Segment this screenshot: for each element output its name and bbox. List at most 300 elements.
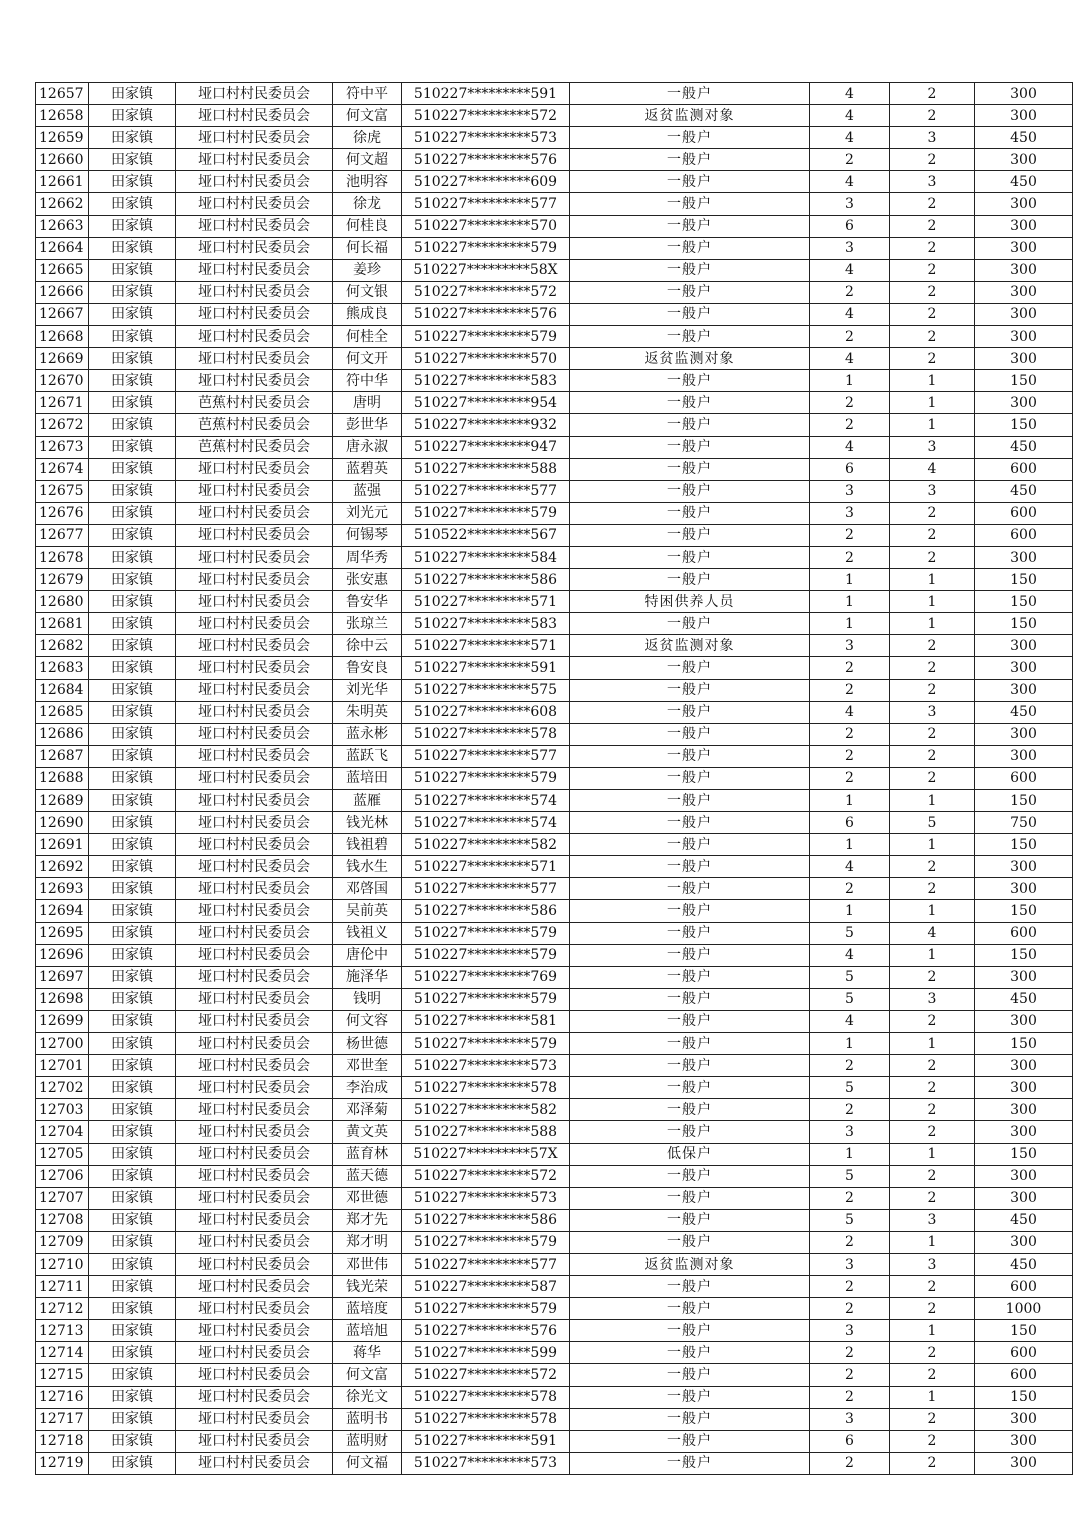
id-number-cell: 510227*********578 xyxy=(402,1408,570,1430)
id-number-cell: 510227*********573 xyxy=(402,1452,570,1474)
family-size-cell: 6 xyxy=(810,1430,890,1452)
family-size-cell: 1 xyxy=(810,613,890,635)
serial-cell: 12664 xyxy=(36,237,89,259)
count-cell: 1 xyxy=(890,392,975,414)
count-cell: 2 xyxy=(890,1408,975,1430)
amount-cell: 600 xyxy=(975,922,1073,944)
town-cell: 田家镇 xyxy=(89,1209,176,1231)
table-row xyxy=(36,701,1073,723)
count-cell: 1 xyxy=(890,790,975,812)
amount-cell: 150 xyxy=(975,370,1073,392)
village-committee-cell: 垭口村村民委员会 xyxy=(176,215,333,237)
serial-cell: 12690 xyxy=(36,812,89,834)
family-size-cell: 1 xyxy=(810,1033,890,1055)
family-size-cell: 2 xyxy=(810,657,890,679)
amount-cell: 150 xyxy=(975,1386,1073,1408)
village-committee-cell: 垭口村村民委员会 xyxy=(176,1099,333,1121)
serial-cell: 12719 xyxy=(36,1452,89,1474)
family-size-cell: 4 xyxy=(810,171,890,193)
village-committee-cell: 垭口村村民委员会 xyxy=(176,988,333,1010)
name-cell: 何长福 xyxy=(333,237,402,259)
count-cell: 3 xyxy=(890,1253,975,1275)
id-number-cell: 510227*********583 xyxy=(402,613,570,635)
town-cell: 田家镇 xyxy=(89,679,176,701)
id-number-cell: 510227*********579 xyxy=(402,1033,570,1055)
table-row xyxy=(36,259,1073,281)
town-cell: 田家镇 xyxy=(89,215,176,237)
amount-cell: 300 xyxy=(975,1165,1073,1187)
table-row xyxy=(36,900,1073,922)
serial-cell: 12701 xyxy=(36,1055,89,1077)
town-cell: 田家镇 xyxy=(89,237,176,259)
name-cell: 熊成良 xyxy=(333,303,402,325)
household-type-cell: 一般户 xyxy=(570,171,810,193)
serial-cell: 12667 xyxy=(36,303,89,325)
family-size-cell: 3 xyxy=(810,1121,890,1143)
count-cell: 2 xyxy=(890,1298,975,1320)
village-committee-cell: 垭口村村民委员会 xyxy=(176,259,333,281)
serial-cell: 12666 xyxy=(36,281,89,303)
table-row xyxy=(36,1408,1073,1430)
count-cell: 1 xyxy=(890,613,975,635)
name-cell: 李治成 xyxy=(333,1077,402,1099)
amount-cell: 300 xyxy=(975,723,1073,745)
id-number-cell: 510227*********579 xyxy=(402,502,570,524)
town-cell: 田家镇 xyxy=(89,127,176,149)
amount-cell: 300 xyxy=(975,303,1073,325)
village-committee-cell: 垭口村村民委员会 xyxy=(176,745,333,767)
count-cell: 2 xyxy=(890,679,975,701)
town-cell: 田家镇 xyxy=(89,1143,176,1165)
amount-cell: 300 xyxy=(975,215,1073,237)
village-committee-cell: 垭口村村民委员会 xyxy=(176,635,333,657)
amount-cell: 300 xyxy=(975,1231,1073,1253)
household-type-cell: 一般户 xyxy=(570,878,810,900)
name-cell: 吴前英 xyxy=(333,900,402,922)
count-cell: 5 xyxy=(890,812,975,834)
name-cell: 钱祖义 xyxy=(333,922,402,944)
amount-cell: 1000 xyxy=(975,1298,1073,1320)
serial-cell: 12700 xyxy=(36,1033,89,1055)
family-size-cell: 2 xyxy=(810,149,890,171)
town-cell: 田家镇 xyxy=(89,1033,176,1055)
id-number-cell: 510227*********588 xyxy=(402,458,570,480)
town-cell: 田家镇 xyxy=(89,922,176,944)
household-type-cell: 一般户 xyxy=(570,723,810,745)
family-size-cell: 2 xyxy=(810,679,890,701)
family-size-cell: 2 xyxy=(810,1099,890,1121)
table-row xyxy=(36,502,1073,524)
family-size-cell: 4 xyxy=(810,303,890,325)
count-cell: 2 xyxy=(890,1364,975,1386)
household-type-cell: 返贫监测对象 xyxy=(570,1253,810,1275)
count-cell: 1 xyxy=(890,1143,975,1165)
id-number-cell: 510227*********574 xyxy=(402,812,570,834)
count-cell: 2 xyxy=(890,1276,975,1298)
table-row xyxy=(36,657,1073,679)
table-row xyxy=(36,171,1073,193)
village-committee-cell: 垭口村村民委员会 xyxy=(176,1121,333,1143)
family-size-cell: 1 xyxy=(810,569,890,591)
table-row xyxy=(36,1452,1073,1474)
household-type-cell: 一般户 xyxy=(570,524,810,546)
count-cell: 2 xyxy=(890,1099,975,1121)
serial-cell: 12713 xyxy=(36,1320,89,1342)
town-cell: 田家镇 xyxy=(89,900,176,922)
village-committee-cell: 垭口村村民委员会 xyxy=(176,127,333,149)
family-size-cell: 4 xyxy=(810,105,890,127)
name-cell: 徐光文 xyxy=(333,1386,402,1408)
id-number-cell: 510227*********581 xyxy=(402,1010,570,1032)
serial-cell: 12703 xyxy=(36,1099,89,1121)
amount-cell: 300 xyxy=(975,1408,1073,1430)
table-row xyxy=(36,1320,1073,1342)
amount-cell: 600 xyxy=(975,1364,1073,1386)
town-cell: 田家镇 xyxy=(89,1298,176,1320)
serial-cell: 12669 xyxy=(36,348,89,370)
family-size-cell: 1 xyxy=(810,591,890,613)
serial-cell: 12688 xyxy=(36,767,89,789)
count-cell: 2 xyxy=(890,1077,975,1099)
count-cell: 2 xyxy=(890,237,975,259)
household-type-cell: 一般户 xyxy=(570,480,810,502)
amount-cell: 150 xyxy=(975,944,1073,966)
village-committee-cell: 垭口村村民委员会 xyxy=(176,1253,333,1275)
village-committee-cell: 垭口村村民委员会 xyxy=(176,701,333,723)
household-type-cell: 一般户 xyxy=(570,1452,810,1474)
household-type-cell: 一般户 xyxy=(570,1408,810,1430)
serial-cell: 12696 xyxy=(36,944,89,966)
id-number-cell: 510227*********570 xyxy=(402,348,570,370)
town-cell: 田家镇 xyxy=(89,657,176,679)
id-number-cell: 510227*********574 xyxy=(402,790,570,812)
town-cell: 田家镇 xyxy=(89,701,176,723)
town-cell: 田家镇 xyxy=(89,988,176,1010)
serial-cell: 12705 xyxy=(36,1143,89,1165)
household-type-cell: 一般户 xyxy=(570,1320,810,1342)
id-number-cell: 510227*********58X xyxy=(402,259,570,281)
name-cell: 蓝明财 xyxy=(333,1430,402,1452)
serial-cell: 12685 xyxy=(36,701,89,723)
amount-cell: 450 xyxy=(975,1253,1073,1275)
count-cell: 2 xyxy=(890,1055,975,1077)
serial-cell: 12675 xyxy=(36,480,89,502)
village-committee-cell: 垭口村村民委员会 xyxy=(176,1320,333,1342)
family-size-cell: 2 xyxy=(810,281,890,303)
table-row xyxy=(36,348,1073,370)
table-row xyxy=(36,922,1073,944)
town-cell: 田家镇 xyxy=(89,790,176,812)
town-cell: 田家镇 xyxy=(89,944,176,966)
count-cell: 2 xyxy=(890,303,975,325)
household-type-cell: 一般户 xyxy=(570,414,810,436)
serial-cell: 12686 xyxy=(36,723,89,745)
family-size-cell: 3 xyxy=(810,1253,890,1275)
village-committee-cell: 垭口村村民委员会 xyxy=(176,1143,333,1165)
town-cell: 田家镇 xyxy=(89,546,176,568)
amount-cell: 750 xyxy=(975,812,1073,834)
id-number-cell: 510227*********577 xyxy=(402,1253,570,1275)
table-body xyxy=(36,83,1073,1475)
table-row xyxy=(36,303,1073,325)
name-cell: 池明容 xyxy=(333,171,402,193)
amount-cell: 300 xyxy=(975,259,1073,281)
table-row xyxy=(36,1055,1073,1077)
family-size-cell: 2 xyxy=(810,878,890,900)
village-committee-cell: 垭口村村民委员会 xyxy=(176,83,333,105)
id-number-cell: 510227*********588 xyxy=(402,1121,570,1143)
id-number-cell: 510227*********587 xyxy=(402,1276,570,1298)
serial-cell: 12715 xyxy=(36,1364,89,1386)
table-row xyxy=(36,812,1073,834)
count-cell: 2 xyxy=(890,1430,975,1452)
family-size-cell: 2 xyxy=(810,1231,890,1253)
household-type-cell: 一般户 xyxy=(570,215,810,237)
serial-cell: 12663 xyxy=(36,215,89,237)
id-number-cell: 510227*********579 xyxy=(402,326,570,348)
village-committee-cell: 垭口村村民委员会 xyxy=(176,326,333,348)
count-cell: 2 xyxy=(890,745,975,767)
count-cell: 2 xyxy=(890,856,975,878)
id-number-cell: 510227*********573 xyxy=(402,1055,570,1077)
household-type-cell: 一般户 xyxy=(570,966,810,988)
id-number-cell: 510227*********769 xyxy=(402,966,570,988)
serial-cell: 12670 xyxy=(36,370,89,392)
id-number-cell: 510227*********591 xyxy=(402,83,570,105)
serial-cell: 12658 xyxy=(36,105,89,127)
amount-cell: 300 xyxy=(975,635,1073,657)
household-type-cell: 一般户 xyxy=(570,237,810,259)
table-row xyxy=(36,1099,1073,1121)
village-committee-cell: 垭口村村民委员会 xyxy=(176,370,333,392)
serial-cell: 12706 xyxy=(36,1165,89,1187)
id-number-cell: 510227*********947 xyxy=(402,436,570,458)
count-cell: 2 xyxy=(890,657,975,679)
town-cell: 田家镇 xyxy=(89,480,176,502)
name-cell: 蓝培旭 xyxy=(333,1320,402,1342)
town-cell: 田家镇 xyxy=(89,524,176,546)
table-row xyxy=(36,790,1073,812)
village-committee-cell: 垭口村村民委员会 xyxy=(176,1386,333,1408)
table-row xyxy=(36,944,1073,966)
amount-cell: 300 xyxy=(975,83,1073,105)
name-cell: 徐龙 xyxy=(333,193,402,215)
town-cell: 田家镇 xyxy=(89,502,176,524)
table-row xyxy=(36,1276,1073,1298)
household-type-cell: 一般户 xyxy=(570,83,810,105)
id-number-cell: 510227*********609 xyxy=(402,171,570,193)
town-cell: 田家镇 xyxy=(89,83,176,105)
name-cell: 唐永淑 xyxy=(333,436,402,458)
count-cell: 2 xyxy=(890,149,975,171)
count-cell: 1 xyxy=(890,1033,975,1055)
serial-cell: 12684 xyxy=(36,679,89,701)
town-cell: 田家镇 xyxy=(89,392,176,414)
count-cell: 4 xyxy=(890,458,975,480)
table-row xyxy=(36,745,1073,767)
household-type-cell: 一般户 xyxy=(570,988,810,1010)
village-committee-cell: 垭口村村民委员会 xyxy=(176,591,333,613)
id-number-cell: 510227*********591 xyxy=(402,657,570,679)
name-cell: 张安惠 xyxy=(333,569,402,591)
id-number-cell: 510227*********577 xyxy=(402,745,570,767)
name-cell: 蓝育林 xyxy=(333,1143,402,1165)
household-type-cell: 一般户 xyxy=(570,326,810,348)
village-committee-cell: 垭口村村民委员会 xyxy=(176,1077,333,1099)
count-cell: 2 xyxy=(890,1452,975,1474)
count-cell: 4 xyxy=(890,922,975,944)
family-size-cell: 2 xyxy=(810,1276,890,1298)
count-cell: 1 xyxy=(890,900,975,922)
serial-cell: 12707 xyxy=(36,1187,89,1209)
village-committee-cell: 垭口村村民委员会 xyxy=(176,502,333,524)
village-committee-cell: 垭口村村民委员会 xyxy=(176,1033,333,1055)
household-type-cell: 一般户 xyxy=(570,1209,810,1231)
id-number-cell: 510227*********584 xyxy=(402,546,570,568)
household-type-cell: 一般户 xyxy=(570,900,810,922)
count-cell: 2 xyxy=(890,1187,975,1209)
household-type-cell: 返贫监测对象 xyxy=(570,105,810,127)
town-cell: 田家镇 xyxy=(89,105,176,127)
household-type-cell: 一般户 xyxy=(570,1055,810,1077)
town-cell: 田家镇 xyxy=(89,591,176,613)
count-cell: 3 xyxy=(890,701,975,723)
serial-cell: 12672 xyxy=(36,414,89,436)
name-cell: 何桂全 xyxy=(333,326,402,348)
town-cell: 田家镇 xyxy=(89,613,176,635)
amount-cell: 300 xyxy=(975,1452,1073,1474)
town-cell: 田家镇 xyxy=(89,281,176,303)
amount-cell: 150 xyxy=(975,414,1073,436)
id-number-cell: 510227*********579 xyxy=(402,1231,570,1253)
family-size-cell: 6 xyxy=(810,812,890,834)
name-cell: 姜珍 xyxy=(333,259,402,281)
household-table xyxy=(35,82,1073,1475)
amount-cell: 150 xyxy=(975,613,1073,635)
id-number-cell: 510227*********576 xyxy=(402,303,570,325)
table-row xyxy=(36,392,1073,414)
name-cell: 邓世德 xyxy=(333,1187,402,1209)
count-cell: 1 xyxy=(890,1231,975,1253)
count-cell: 2 xyxy=(890,502,975,524)
amount-cell: 300 xyxy=(975,149,1073,171)
id-number-cell: 510227*********578 xyxy=(402,1077,570,1099)
serial-cell: 12702 xyxy=(36,1077,89,1099)
table-row xyxy=(36,1386,1073,1408)
name-cell: 何文福 xyxy=(333,1452,402,1474)
id-number-cell: 510227*********571 xyxy=(402,856,570,878)
table-row xyxy=(36,281,1073,303)
household-type-cell: 一般户 xyxy=(570,546,810,568)
id-number-cell: 510227*********586 xyxy=(402,1209,570,1231)
name-cell: 彭世华 xyxy=(333,414,402,436)
village-committee-cell: 垭口村村民委员会 xyxy=(176,281,333,303)
table-row xyxy=(36,1298,1073,1320)
name-cell: 蓝永彬 xyxy=(333,723,402,745)
count-cell: 3 xyxy=(890,988,975,1010)
count-cell: 2 xyxy=(890,966,975,988)
household-type-cell: 特困供养人员 xyxy=(570,591,810,613)
amount-cell: 450 xyxy=(975,436,1073,458)
table-row xyxy=(36,1077,1073,1099)
town-cell: 田家镇 xyxy=(89,303,176,325)
table-row xyxy=(36,149,1073,171)
family-size-cell: 5 xyxy=(810,1165,890,1187)
count-cell: 2 xyxy=(890,723,975,745)
count-cell: 3 xyxy=(890,171,975,193)
family-size-cell: 5 xyxy=(810,966,890,988)
count-cell: 2 xyxy=(890,1010,975,1032)
id-number-cell: 510227*********576 xyxy=(402,1320,570,1342)
village-committee-cell: 垭口村村民委员会 xyxy=(176,723,333,745)
family-size-cell: 1 xyxy=(810,790,890,812)
amount-cell: 300 xyxy=(975,966,1073,988)
name-cell: 施泽华 xyxy=(333,966,402,988)
family-size-cell: 2 xyxy=(810,1364,890,1386)
amount-cell: 300 xyxy=(975,1430,1073,1452)
serial-cell: 12698 xyxy=(36,988,89,1010)
id-number-cell: 510227*********579 xyxy=(402,944,570,966)
town-cell: 田家镇 xyxy=(89,436,176,458)
table-row xyxy=(36,436,1073,458)
town-cell: 田家镇 xyxy=(89,149,176,171)
name-cell: 鲁安良 xyxy=(333,657,402,679)
amount-cell: 300 xyxy=(975,392,1073,414)
name-cell: 郑才先 xyxy=(333,1209,402,1231)
family-size-cell: 2 xyxy=(810,1342,890,1364)
id-number-cell: 510227*********576 xyxy=(402,149,570,171)
household-type-cell: 一般户 xyxy=(570,1386,810,1408)
family-size-cell: 1 xyxy=(810,834,890,856)
count-cell: 2 xyxy=(890,546,975,568)
table-row xyxy=(36,878,1073,900)
village-committee-cell: 垭口村村民委员会 xyxy=(176,171,333,193)
serial-cell: 12679 xyxy=(36,569,89,591)
amount-cell: 300 xyxy=(975,105,1073,127)
id-number-cell: 510227*********578 xyxy=(402,723,570,745)
family-size-cell: 2 xyxy=(810,392,890,414)
household-type-cell: 一般户 xyxy=(570,436,810,458)
family-size-cell: 1 xyxy=(810,900,890,922)
serial-cell: 12661 xyxy=(36,171,89,193)
count-cell: 2 xyxy=(890,259,975,281)
count-cell: 1 xyxy=(890,569,975,591)
village-committee-cell: 垭口村村民委员会 xyxy=(176,546,333,568)
town-cell: 田家镇 xyxy=(89,1165,176,1187)
table-row xyxy=(36,679,1073,701)
count-cell: 2 xyxy=(890,193,975,215)
village-committee-cell: 垭口村村民委员会 xyxy=(176,679,333,701)
count-cell: 2 xyxy=(890,1342,975,1364)
town-cell: 田家镇 xyxy=(89,745,176,767)
serial-cell: 12711 xyxy=(36,1276,89,1298)
serial-cell: 12674 xyxy=(36,458,89,480)
id-number-cell: 510227*********579 xyxy=(402,988,570,1010)
town-cell: 田家镇 xyxy=(89,966,176,988)
name-cell: 唐伦中 xyxy=(333,944,402,966)
count-cell: 2 xyxy=(890,348,975,370)
amount-cell: 600 xyxy=(975,502,1073,524)
household-type-cell: 一般户 xyxy=(570,812,810,834)
amount-cell: 300 xyxy=(975,348,1073,370)
town-cell: 田家镇 xyxy=(89,1320,176,1342)
amount-cell: 150 xyxy=(975,569,1073,591)
name-cell: 蓝天德 xyxy=(333,1165,402,1187)
table-row xyxy=(36,1033,1073,1055)
name-cell: 唐明 xyxy=(333,392,402,414)
serial-cell: 12692 xyxy=(36,856,89,878)
table-row xyxy=(36,1253,1073,1275)
